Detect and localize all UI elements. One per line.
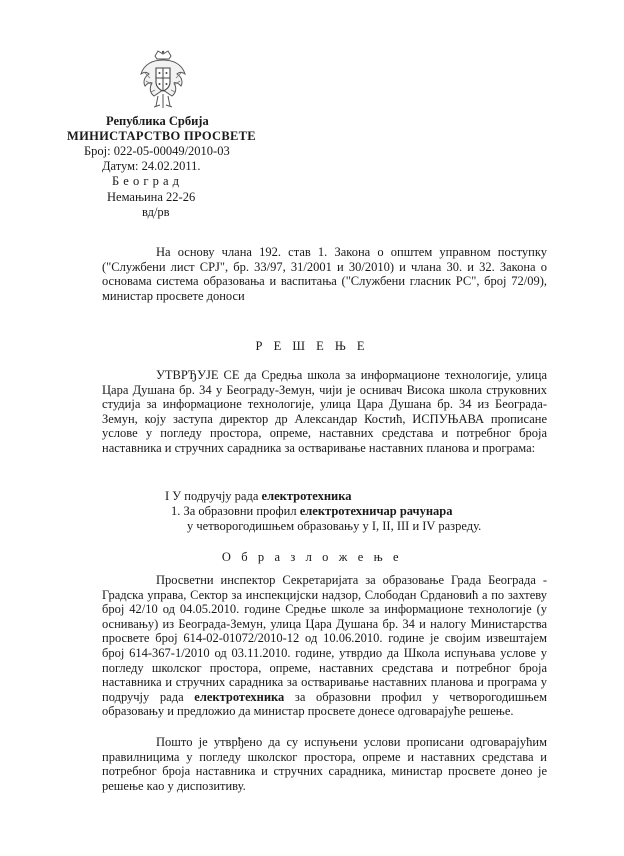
reasoning-heading: О б р а з л о ж е њ е xyxy=(221,550,403,564)
intro-paragraph: На основу члана 192. став 1. Закона о општем управном поступку ("Службени лист СРЈ", бр. 33/97, 31/2001 и 30/2010) и члана 30. и 32. Закона о основама система образовања и васпитања ("Службени гласник РС", број 72/09), министар просвете доноси xyxy=(102,245,547,303)
list-item-profile-label: 1. За образовни профил xyxy=(171,504,300,518)
list-item-grades: у четворогодишњем образовању у I, II, III и IV разреду. xyxy=(187,519,482,533)
document-number: Број: 022-05-00049/2010-03 xyxy=(84,144,230,158)
city-name: Б е о г р а д xyxy=(112,174,180,188)
document-date: Датум: 24.02.2011. xyxy=(102,159,201,173)
reasoning-text-b: за образовни профил у четворогодишњем образовању и предложио да министар просвете донесе одговарајуће решење. xyxy=(102,689,547,719)
list-item-profile-value: електротехничар рачунара xyxy=(299,504,453,518)
reasoning-field-bold: електротехника xyxy=(194,689,285,704)
reasoning-paragraph-2: Пошто је утврђено да су испуњени услови прописани одговарајућим правилницима у погледу школског простора, опреме и наставних средстава и потребног броја наставника и стручних сарадника, министар просвете донео је решење као у диспозитиву. xyxy=(102,735,547,793)
author-initials: вд/рв xyxy=(142,205,170,219)
decision-heading: Р Е Ш Е Њ Е xyxy=(255,339,369,353)
republic-name: Република Србија xyxy=(106,114,209,128)
decision-paragraph: УТВРЂУЈЕ СЕ да Средња школа за информационе технологије, улица Цара Душана бр. 34 у Београду-Земун, чији је оснивач Висока школа струковних студија за информационе технологије, улица Цара Душана бр. 34 из Београда-Земун, коју заступа директор др Александар Костић, ИСПУЊАВА прописане услове у погледу простора, опреме, наставних средстава и потребног броја наставника и стручних сарадника за остваривање наставних планова и програма: xyxy=(102,368,547,455)
list-item-field xyxy=(165,489,352,504)
coat-of-arms-icon xyxy=(138,50,188,112)
reasoning-paragraph-1 xyxy=(102,573,547,719)
list-item-field-value: електротехника xyxy=(261,489,352,503)
reasoning-text-a: Просветни инспектор Секретаријата за образовање Града Београда - Градска управа, Сектор за инспекцијски надзор, Слободан Срдановић а по захтеву број 42/10 од 04.05.2010. године Средње школе за информационе технологије (у оснивању) из Београда-Земун, улица Цара Душана бр. 34 и налогу Министарства просвете број 614-02-01072/2010-12 од 10.06.2010. године је својим извештајем број 614-367-1/2010 од 03.11.2010. године, утврдио да Школа испуњава услове у погледу школског простора, опреме, наставних средстава и потребног броја наставника и стручних сарадника за остваривање наставних планова и програма у подручју рада xyxy=(102,573,547,704)
ministry-name: МИНИСТАРСТВО ПРОСВЕТЕ xyxy=(67,129,256,143)
ministry-address: Немањина 22-26 xyxy=(107,190,196,204)
list-item-profile xyxy=(171,504,452,519)
list-item-field-label: I У подручју рада xyxy=(165,489,262,503)
